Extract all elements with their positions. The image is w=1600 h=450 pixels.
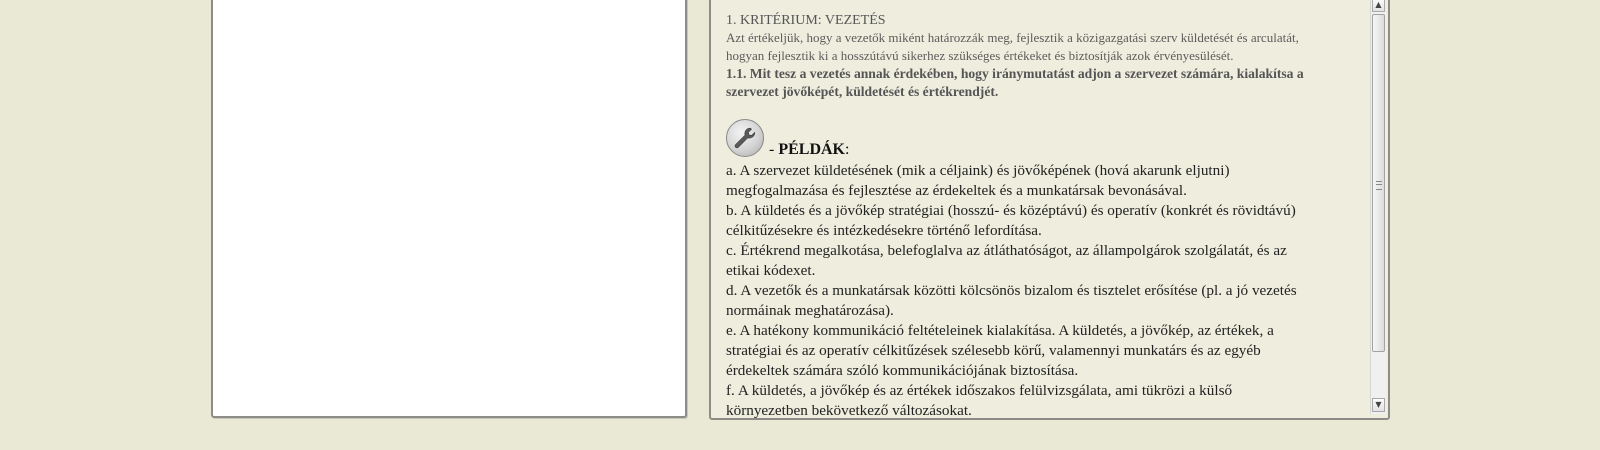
example-line: megfogalmazása és fejlesztése az érdekeltek és a munkatársak bevonásával.	[726, 182, 1187, 199]
examples-heading	[726, 119, 1366, 161]
example-line: f. A küldetés, a jövőkép és az értékek időszakos felülvizsgálata, ami tükrözi a külső	[726, 382, 1233, 399]
scrollbar-thumb[interactable]	[1372, 14, 1385, 352]
scroll-up-button[interactable]: ▲	[1372, 0, 1385, 12]
example-line: érdekeltek számára szóló kommunikációjának biztosítása.	[726, 362, 1079, 379]
subcriterion-question-line: 1.1. Mit tesz a vezetés annak érdekében, hogy iránymutatást adjon a szervezet számára, kialakítsa a	[726, 66, 1304, 81]
example-line: c. Értékrend megalkotása, belefoglalva az átláthatóságot, az állampolgárok szolgálatát, és az	[726, 242, 1287, 259]
example-line: d. A vezetők és a munkatársak közötti kölcsönös bizalom és tisztelet erősítése (pl. a jó vezetés	[726, 282, 1297, 299]
example-line: e. A hatékony kommunikáció feltételeinek kialakítása. A küldetés, a jövőkép, az értékek, a	[726, 322, 1274, 339]
criterion-description-line: Azt értékeljük, hogy a vezetők miként határozzák meg, fejlesztik a közigazgatási szerv küldetését és arculatát,	[726, 30, 1299, 45]
scrollbar-grip-icon	[1376, 181, 1382, 190]
criterion-text-panel[interactable]	[709, 0, 1390, 420]
example-line: normáinak meghatározása).	[726, 302, 894, 319]
examples-label	[769, 141, 849, 159]
examples-title: PÉLDÁK	[778, 141, 845, 158]
scroll-down-button[interactable]: ▼	[1372, 398, 1385, 412]
example-line: a. A szervezet küldetésének (mik a céljaink) és jövőképének (hová akarunk eljutni)	[726, 162, 1230, 179]
example-line: b. A küldetés és a jövőkép stratégiai (hosszú- és középtávú) és operatív (konkrét és rövidtávú)	[726, 202, 1296, 219]
examples-prefix: -	[769, 141, 779, 158]
wrench-icon	[726, 119, 764, 157]
example-line: etikai kódexet.	[726, 262, 816, 279]
examples-colon: :	[845, 141, 850, 158]
criterion-content	[726, 12, 1366, 419]
example-line: stratégiai és az operatív célkitűzések szélesebb körű, valamennyi munkatárs és az egyéb	[726, 342, 1261, 359]
subcriterion-question-line: szervezet jövőképét, küldetését és értékrendjét.	[726, 84, 999, 99]
criterion-description-line: hogyan fejlesztik ki a hosszútávú sikerhez szükséges értékeket és biztosítják azok érvényesülését.	[726, 48, 1234, 63]
left-blank-panel	[211, 0, 687, 418]
criterion-title: 1. KRITÉRIUM: VEZETÉS	[726, 13, 886, 28]
example-line: célkitűzésekre és intézkedésekre történő lefordítása.	[726, 222, 1042, 239]
vertical-scrollbar[interactable]	[1370, 0, 1386, 414]
example-line: környezetben bekövetkező változásokat.	[726, 402, 972, 419]
